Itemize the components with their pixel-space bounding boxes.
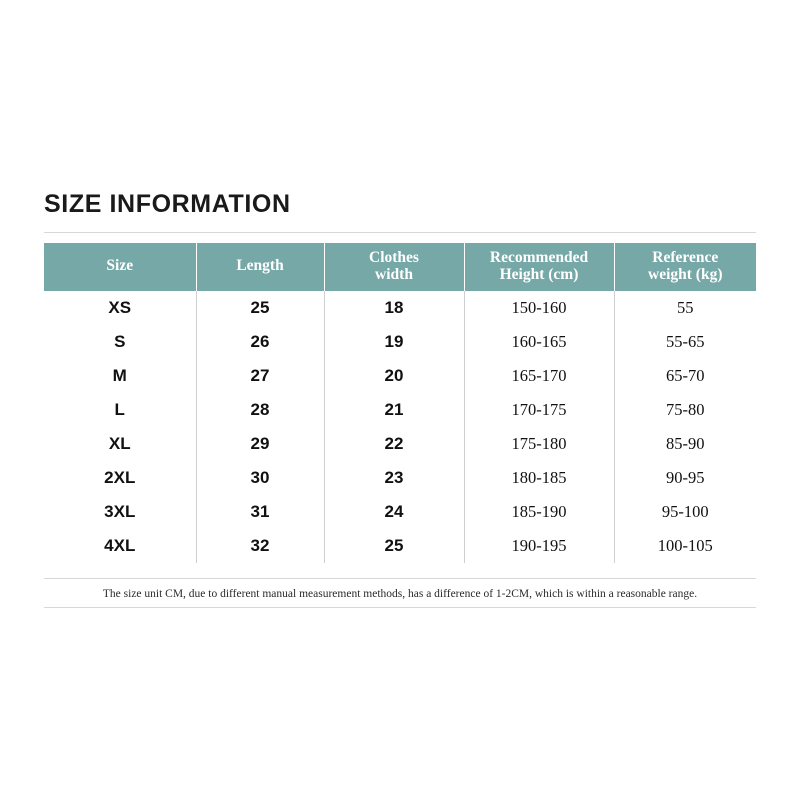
cell-recommended-height: 185-190 <box>464 495 614 529</box>
table-row <box>44 461 756 495</box>
cell-size: XS <box>44 291 196 325</box>
cell-reference-weight: 55-65 <box>614 325 756 359</box>
cell-reference-weight: 55 <box>614 291 756 325</box>
cell-reference-weight: 100-105 <box>614 529 756 563</box>
column-header-reference-weight-line2: weight (kg) <box>648 265 723 283</box>
size-information-table <box>44 243 756 563</box>
cell-size: 4XL <box>44 529 196 563</box>
cell-recommended-height: 150-160 <box>464 291 614 325</box>
cell-size: S <box>44 325 196 359</box>
table-row <box>44 359 756 393</box>
cell-length: 25 <box>196 291 324 325</box>
column-header-size <box>44 243 196 291</box>
cell-recommended-height: 170-175 <box>464 393 614 427</box>
cell-length: 28 <box>196 393 324 427</box>
column-header-recommended-height-line1: Recommended <box>489 249 589 266</box>
cell-clothes-width: 21 <box>324 393 464 427</box>
column-header-size-line1: Size <box>106 257 134 275</box>
table-row <box>44 291 756 325</box>
cell-size: 2XL <box>44 461 196 495</box>
cell-size: M <box>44 359 196 393</box>
cell-recommended-height: 165-170 <box>464 359 614 393</box>
cell-length: 32 <box>196 529 324 563</box>
table-row <box>44 495 756 529</box>
table-row <box>44 393 756 427</box>
cell-length: 31 <box>196 495 324 529</box>
cell-clothes-width: 20 <box>324 359 464 393</box>
cell-reference-weight: 90-95 <box>614 461 756 495</box>
cell-size: XL <box>44 427 196 461</box>
column-header-recommended-height-line2: Height (cm) <box>499 265 579 283</box>
cell-recommended-height: 175-180 <box>464 427 614 461</box>
title-divider <box>44 232 756 233</box>
cell-size: 3XL <box>44 495 196 529</box>
column-header-clothes-width <box>324 243 464 291</box>
cell-recommended-height: 160-165 <box>464 325 614 359</box>
table-row <box>44 427 756 461</box>
measurement-note: The size unit CM, due to different manual measurement methods, has a difference of 1-2CM, which is within a reasonable range. <box>102 588 698 600</box>
column-header-clothes-width-line2: width <box>375 265 413 283</box>
note-divider-top <box>44 578 756 579</box>
table-row <box>44 529 756 563</box>
note-divider-bottom <box>44 607 756 608</box>
cell-reference-weight: 65-70 <box>614 359 756 393</box>
cell-clothes-width: 18 <box>324 291 464 325</box>
table-header <box>44 243 756 291</box>
cell-clothes-width: 23 <box>324 461 464 495</box>
cell-length: 30 <box>196 461 324 495</box>
column-header-recommended-height <box>464 243 614 291</box>
cell-clothes-width: 25 <box>324 529 464 563</box>
cell-recommended-height: 190-195 <box>464 529 614 563</box>
cell-reference-weight: 95-100 <box>614 495 756 529</box>
cell-clothes-width: 22 <box>324 427 464 461</box>
cell-reference-weight: 75-80 <box>614 393 756 427</box>
cell-length: 26 <box>196 325 324 359</box>
column-header-length <box>196 243 324 291</box>
cell-length: 29 <box>196 427 324 461</box>
cell-recommended-height: 180-185 <box>464 461 614 495</box>
cell-clothes-width: 19 <box>324 325 464 359</box>
table-body <box>44 291 756 563</box>
cell-clothes-width: 24 <box>324 495 464 529</box>
cell-length: 27 <box>196 359 324 393</box>
table-header-row <box>44 243 756 291</box>
page-title: SIZE INFORMATION <box>44 190 291 218</box>
column-header-length-line1: Length <box>236 257 284 275</box>
column-header-reference-weight-line1: Reference <box>652 249 719 266</box>
column-header-clothes-width-line1: Clothes <box>369 249 419 266</box>
cell-size: L <box>44 393 196 427</box>
cell-reference-weight: 85-90 <box>614 427 756 461</box>
table-row <box>44 325 756 359</box>
column-header-reference-weight <box>614 243 756 291</box>
